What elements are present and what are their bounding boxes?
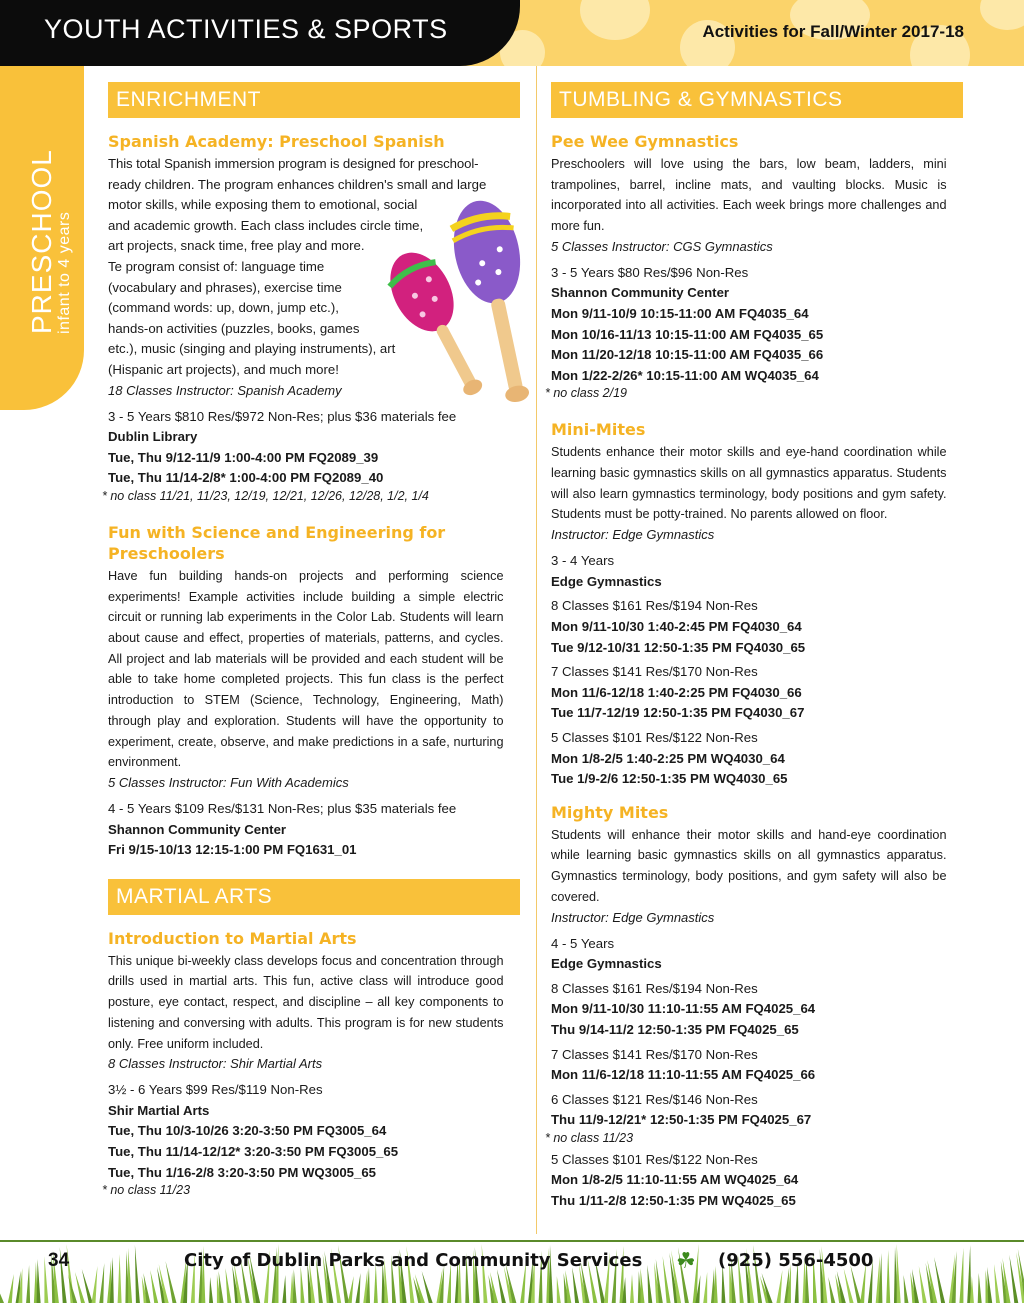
desc-line: and academic growth. Each class includes circle time, [108,217,424,233]
location: Shannon Community Center [108,821,287,837]
program-title-peewee: Pee Wee Gymnastics [551,132,739,151]
group-fee: 8 Classes $161 Res/$194 Non-Res [551,980,758,996]
peewee-description: Preschoolers will love using the bars, low beam, ladders, mini trampolines, barrel, incline mats, and vaulting blocks. Music is incorporated into all activities. Each week brings more challenges and more fun. [551,156,947,234]
class-meta: 5 Classes Instructor: Fun With Academics [108,774,349,790]
title-line: Preschoolers [108,543,225,563]
session-row: Mon 11/20-12/18 10:15-11:00 AM FQ4035_66 [551,347,824,363]
session-row: Mon 11/6-12/18 11:10-11:55 AM FQ4025_66 [551,1067,816,1083]
session-row: Thu 11/9-12/21* 12:50-1:35 PM FQ4025_67 [551,1112,812,1128]
mightymites-description: Students will enhance their motor skills and hand-eye coordination while learning basic gymnastics skills on all gymnastics apparatus. Gymnastics terminology, body positions, and gym safety will also be covered. [551,826,947,904]
column-divider [536,66,537,1234]
page-section-title: YOUTH ACTIVITIES & SPORTS [44,14,448,44]
session-row: Mon 11/6-12/18 1:40-2:25 PM FQ4030_66 [551,684,802,700]
session-row: Tue 1/9-2/6 12:50-1:35 PM WQ4030_65 [551,771,788,787]
age-fee: 4 - 5 Years $109 Res/$131 Non-Res; plus $35 materials fee [108,800,457,816]
session-row: Mon 9/11-10/30 11:10-11:55 AM FQ4025_64 [551,1001,816,1017]
no-class-note: * no class 11/21, 11/23, 12/19, 12/21, 12/26, 12/28, 1/2, 1/4 [102,488,429,503]
group-fee: 7 Classes $141 Res/$170 Non-Res [551,664,758,680]
footer-phone: (925) 556-4500 [718,1250,874,1271]
group-fee: 5 Classes $101 Res/$122 Non-Res [551,729,758,745]
session-row: Tue, Thu 11/14-2/8* 1:00-4:00 PM FQ2089_40 [108,470,384,486]
program-title-science [108,522,520,564]
group-fee: 8 Classes $161 Res/$194 Non-Res [551,598,758,614]
age: 3 - 4 Years [551,553,615,569]
side-tab-title: PRESCHOOL [26,149,57,334]
desc-line: etc.), music (singing and playing instruments), art [108,341,396,357]
group-fee: 5 Classes $101 Res/$122 Non-Res [551,1151,758,1167]
session-row: Tue 9/12-10/31 12:50-1:35 PM FQ4030_65 [551,639,806,655]
session-row: Tue, Thu 11/14-12/12* 3:20-3:50 PM FQ3005_65 [108,1144,399,1160]
class-meta: Instructor: Edge Gymnastics [551,527,715,543]
location: Edge Gymnastics [551,573,662,589]
desc-line: Te program consist of: language time [108,258,325,274]
maraca-purple [445,194,532,408]
program-title-martial: Introduction to Martial Arts [108,928,357,948]
age-fee: 3 - 5 Years $810 Res/$972 Non-Res; plus $36 materials fee [108,408,457,424]
no-class-note: * no class 2/19 [545,386,627,401]
location: Shannon Community Center [551,285,730,301]
science-description: Have fun building hands-on projects and performing science experiments! Example activities include building a simple electric circuit or running lab experiments in the Color Lab. Students will learn about cause and effect, properties of materials, patterns, and cycles. All project and lab materials will be provided and each student will be able to take home completed projects. This fun class is the perfect introduction to STEM (Science, Technology, Engineering, Math) through play and exploration. Students will have the opportunity to experiment, create, observe, and make predictions in a safe, nurturing environment. [108,567,504,770]
season-title: Activities for Fall/Winter 2017-18 [702,22,964,41]
session-row: Mon 1/22-2/26* 10:15-11:00 AM WQ4035_64 [551,367,819,383]
class-meta: Instructor: Edge Gymnastics [551,909,715,925]
session-row: Tue, Thu 10/3-10/26 3:20-3:50 PM FQ3005_64 [108,1123,387,1139]
martial-description: This unique bi-weekly class develops focus and concentration through drills used in martial arts. This fun, active class will introduce good posture, eye contact, respect, and discipline – all key components to listening and conversing with adults. This program is for new students only. Free uniform included. [108,952,504,1051]
no-class-note: * no class 11/23 [102,1183,191,1198]
group-fee: 7 Classes $141 Res/$170 Non-Res [551,1046,758,1062]
age: 4 - 5 Years [551,935,615,951]
footer-rule [0,1240,1024,1242]
session-row: Mon 10/16-11/13 10:15-11:00 AM FQ4035_65 [551,326,824,342]
page-number: 34 [48,1250,70,1271]
side-tab-text [28,149,74,334]
martial-arts-heading: MARTIAL ARTS [108,879,520,915]
session-row: Thu 9/14-11/2 12:50-1:35 PM FQ4025_65 [551,1021,799,1037]
program-title-mightymites: Mighty Mites [551,802,669,822]
session-row: Fri 9/15-10/13 12:15-1:00 PM FQ1631_01 [108,842,357,858]
desc-line: hands-on activities (puzzles, books, games [108,320,360,336]
enrichment-heading: ENRICHMENT [108,82,520,118]
desc-line: (vocabulary and phrases), exercise time [108,279,342,295]
session-row: Tue, Thu 1/16-2/8 3:20-3:50 PM WQ3005_65 [108,1164,377,1180]
right-column [545,82,963,1212]
class-meta: 5 Classes Instructor: CGS Gymnastics [551,238,773,254]
session-row: Mon 1/8-2/5 11:10-11:55 AM WQ4025_64 [551,1172,799,1188]
age-fee: 3½ - 6 Years $99 Res/$119 Non-Res [108,1082,323,1098]
program-title-spanish: Spanish Academy: Preschool Spanish [108,132,445,151]
footer-organization: City of Dublin Parks and Community Services [184,1250,643,1271]
location: Shir Martial Arts [108,1102,210,1118]
session-row: Tue 11/7-12/19 12:50-1:35 PM FQ4030_67 [551,705,805,721]
session-row: Mon 9/11-10/30 1:40-2:45 PM FQ4030_64 [551,618,802,634]
session-row: Mon 9/11-10/9 10:15-11:00 AM FQ4035_64 [551,306,809,321]
no-class-note: * no class 11/23 [545,1130,634,1145]
class-meta: 8 Classes Instructor: Shir Martial Arts [108,1056,323,1072]
minimites-description: Students enhance their motor skills and eye-hand coordination while learning basic gymnastics skills on all gymnastics apparatus. Students will also learn gymnastics terminology, body positions and gym safety. Students must be potty-trained. No parents allowed on floor. [551,444,947,522]
desc-line: art projects, snack time, free play and more. [108,238,365,254]
desc-line: (Hispanic art projects), and much more! [108,361,339,377]
side-tab-subtitle: infant to 4 years [56,211,73,334]
location: Dublin Library [108,429,198,445]
session-row: Thu 1/11-2/8 12:50-1:35 PM WQ4025_65 [551,1193,796,1209]
session-row: Tue, Thu 9/12-11/9 1:00-4:00 PM FQ2089_39 [108,449,379,465]
title-line: Fun with Science and Engineering for [108,522,446,542]
group-fee: 6 Classes $121 Res/$146 Non-Res [551,1091,758,1107]
program-title-minimites: Mini-Mites [551,420,646,440]
desc-line: This total Spanish immersion program is designed for preschool- [108,156,479,171]
shamrock-icon: ☘ [676,1248,696,1273]
location: Edge Gymnastics [551,956,662,972]
desc-line: ready children. The program enhances children's small and large [108,176,487,192]
session-row: Mon 1/8-2/5 1:40-2:25 PM WQ4030_64 [551,750,785,766]
class-meta: 18 Classes Instructor: Spanish Academy [108,382,342,398]
tumbling-heading: TUMBLING & GYMNASTICS [551,82,963,118]
desc-line: (command words: up, down, jump etc.), [108,300,339,316]
maracas-illustration [382,192,532,412]
desc-line: motor skills, while exposing them to emotional, social [108,197,418,213]
age-fee: 3 - 5 Years $80 Res/$96 Non-Res [551,264,749,280]
